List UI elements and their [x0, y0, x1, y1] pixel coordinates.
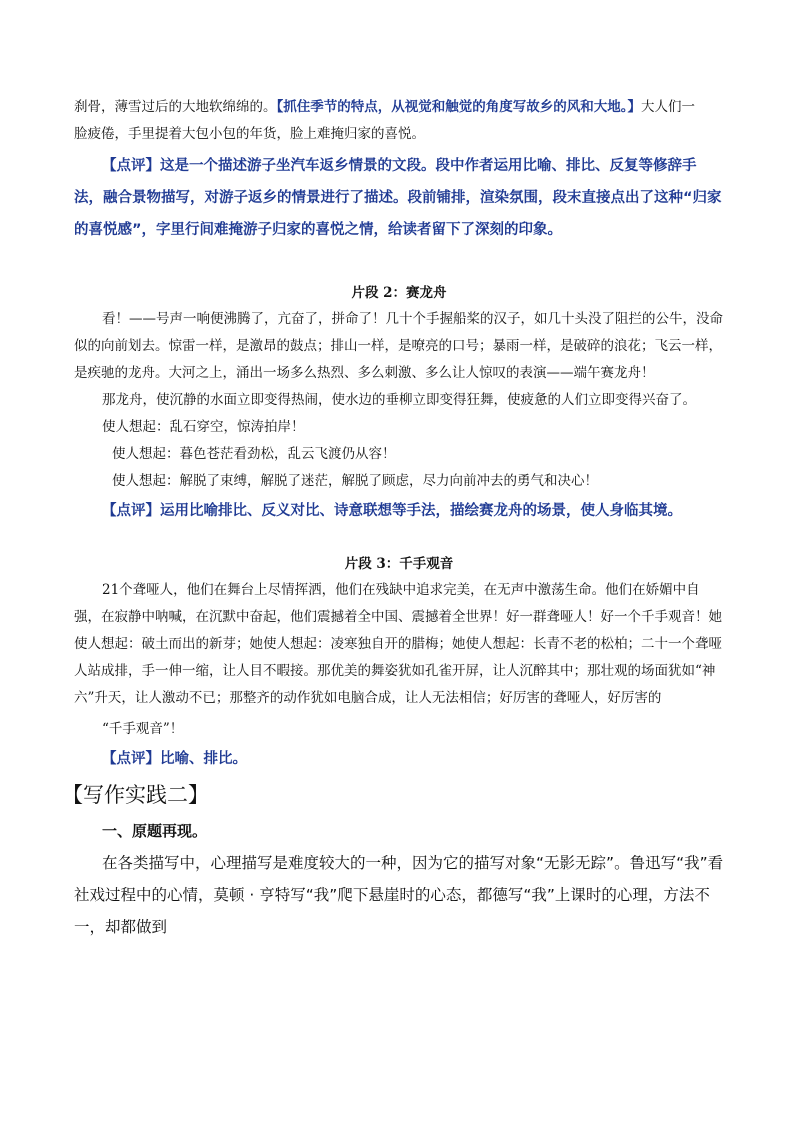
frag3-title: 片段 3：千手观音: [344, 556, 454, 572]
frag3-review: [74, 743, 724, 775]
frag2-para3: 使人想起：乱石穿空，惊涛拍岸！: [102, 419, 305, 435]
review-text: 比喻、排比。: [160, 751, 247, 767]
document-page: [62, 90, 724, 943]
review-text: 运用比喻排比、反义对比、诗意联想等手法，描绘赛龙舟的场景，使人身临其境。: [160, 503, 682, 519]
review-text: 这是一个描述游子坐汽车返乡情景的文段。段中作者运用比喻、排比、反复等修辞手法，融合景物描写，对游子返乡的情景进行了描述。段前铺排，渲染氛围，段末直接点出了这种“归家的喜悦感”，字里行间难掩游子归家的喜悦之情，给读者留下了深刻的印象。: [74, 158, 722, 238]
frag2-title: 片段 2：赛龙舟: [351, 285, 447, 301]
section-body: 在各类描写中，心理描写是难度较大的一种，因为它的描写对象“无影无踪”。鲁迅写“我”看社戏过程中的心情，莫顿 · 亨特写“我”爬下悬崖时的心态，都德写“我”上课时的心理，方法不一，却都做到: [74, 854, 724, 936]
review-tag: 【点评】: [102, 158, 160, 174]
review-tag: 【点评】: [102, 751, 160, 767]
frag2-para5: 使人想起：解脱了束缚，解脱了迷茫，解脱了顾虑，尽力向前冲去的勇气和决心！: [112, 473, 598, 489]
frag1-text: 刹骨，薄雪过后的大地软绵绵的。: [74, 99, 277, 115]
frag3-para1: 21个聋哑人，他们在舞台上尽情挥洒，他们在残缺中追求完美，在无声中激荡生命。他们在娇媚中自强，在寂静中呐喊，在沉默中奋起，他们震撼着全中国、震撼着全世界！好一群聋哑人！好一个千手观音！她使人想起：破土而出的新芽；她使人想起：凌寒独自开的腊梅；她使人想起：长青不老的松柏；二十一个聋哑人站成排，手一伸一缩，让人目不暇接。那优美的舞姿犹如孔雀开屏，让人沉醉其中；那壮观的场面犹如“神六”升天，让人激动不已；那整齐的动作犹如电脑合成，让人无法相信；好厉害的聋哑人，好厉害的: [74, 582, 722, 706]
frag2-para4: 使人想起：暮色苍茫看劲松，乱云飞渡仍从容！: [112, 446, 396, 462]
section-subtitle: 一、原题再现。: [102, 822, 208, 840]
frag1-text-cont: 大人们一: [641, 99, 695, 115]
section-title: 【写作实践二】: [62, 783, 209, 807]
frag1-review: [74, 150, 724, 246]
frag1-annotation: 【抓住季节的特点，从视觉和触觉的角度写故乡的风和大地。】: [276, 99, 641, 115]
frag1-line1: [74, 94, 724, 121]
frag3-para2: “千手观音”！: [102, 721, 184, 737]
frag1-line2: 脸疲倦，手里提着大包小包的年货，脸上难掩归家的喜悦。: [74, 126, 425, 142]
frag2-para2: 那龙舟，使沉静的水面立即变得热闹，使水边的垂柳立即变得狂舞，使疲惫的人们立即变得兴奋了。: [102, 392, 696, 408]
frag2-review: [74, 495, 724, 527]
review-tag: 【点评】: [102, 503, 160, 519]
frag2-para1: 看！——号声一响便沸腾了，亢奋了，拼命了！几十个手握船桨的汉子，如几十头没了阻拦的公牛，没命似的向前划去。惊雷一样，是激昂的鼓点；排山一样，是嘹亮的口号；暴雨一样，是破碎的浪花；飞云一样，是疾驰的龙舟。大河之上，涌出一场多么热烈、多么刺激、多么让人惊叹的表演——端午赛龙舟！: [74, 311, 723, 381]
